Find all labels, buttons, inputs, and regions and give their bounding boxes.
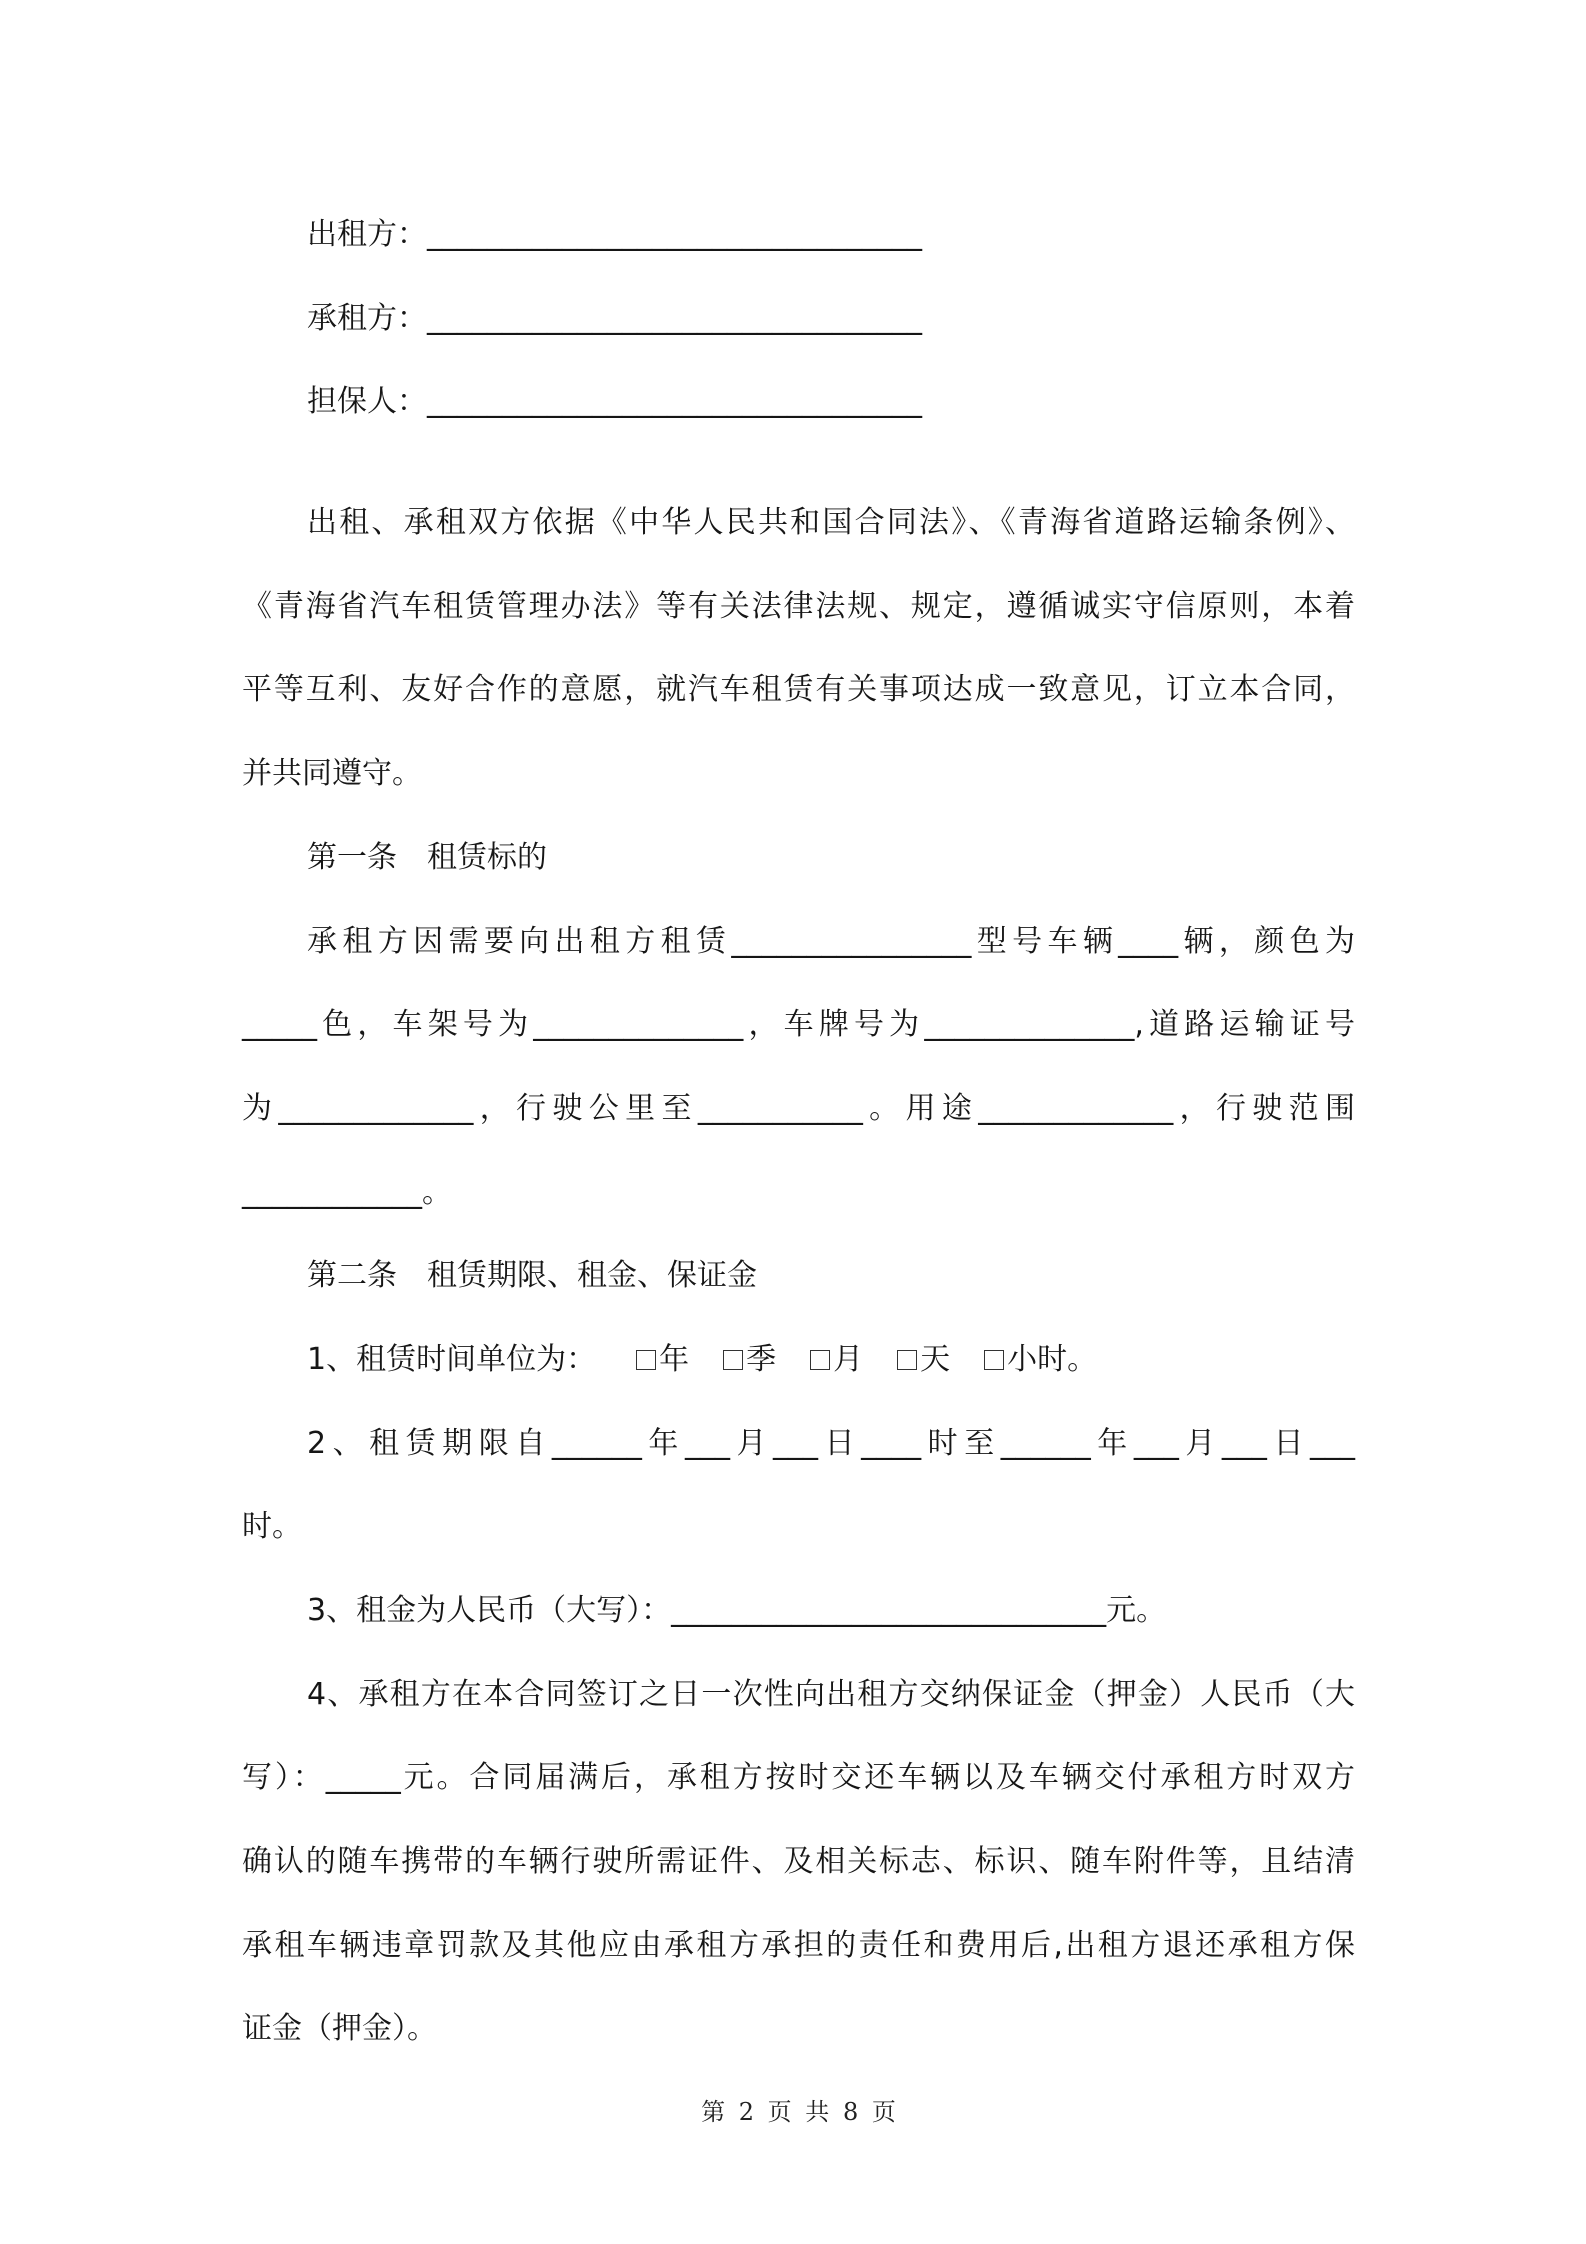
option-label: 月	[833, 1341, 864, 1377]
checkbox-icon	[636, 1350, 656, 1370]
party-blank: _________________________________	[427, 384, 922, 420]
option-month	[810, 1318, 863, 1402]
party-label: 担保人：	[307, 384, 427, 420]
party-line-guarantor	[242, 360, 1355, 444]
clause-rental-time-unit	[242, 1318, 1355, 1402]
clause-deposit-line: 4、承租方在本合同签订之日一次性向出租方交纳保证金（押金）人民币（大	[307, 1676, 1355, 1712]
party-label: 出租方：	[307, 217, 427, 252]
option-label: 天	[920, 1341, 951, 1377]
article-1-heading: 第一条 租赁标的	[307, 839, 547, 875]
preamble-line: 出租、承租双方依据《中华人民共和国合同法》、《青海省道路运输条例》、	[307, 505, 1355, 541]
checkbox-icon	[810, 1350, 830, 1370]
article-1-line: ____________。	[242, 1174, 452, 1210]
preamble-line: 平等互利、友好合作的意愿，就汽车租赁有关事项达成一致意见，订立本合同，	[242, 672, 1355, 708]
option-label: 季	[746, 1341, 777, 1377]
article-2-heading: 第二条 租赁期限、租金、保证金	[307, 1258, 757, 1294]
option-season	[723, 1318, 776, 1402]
party-line-lessee	[242, 277, 1355, 361]
checkbox-icon	[897, 1350, 917, 1370]
option-label: 小时	[1007, 1341, 1068, 1377]
party-label: 承租方：	[307, 300, 427, 336]
option-label: 年	[659, 1341, 690, 1377]
clause-rental-period-line: 2、租赁期限自______年___月___日____时至______年___月___日___	[307, 1425, 1355, 1461]
contract-page	[242, 193, 1355, 2071]
option-year	[636, 1318, 689, 1402]
clause-deposit-line: 确认的随车携带的车辆行驶所需证件、及相关标志、标识、随车附件等，且结清	[242, 1844, 1355, 1880]
clause-deposit-line: 证金（押金）。	[242, 2011, 437, 2047]
article-1-line: 为_____________，行驶公里至___________。用途_____________，行驶范围	[242, 1090, 1355, 1126]
preamble-line: 《青海省汽车租赁管理办法》等有关法律法规、规定，遵循诚实守信原则，本着	[242, 588, 1355, 624]
option-day	[897, 1318, 950, 1402]
clause-rent-amount: 3、租金为人民币（大写）：_____________________________元。	[307, 1593, 1167, 1628]
option-hour	[984, 1318, 1067, 1402]
party-blank: _________________________________	[427, 217, 922, 252]
clause-end-punctuation: 。	[1067, 1341, 1098, 1377]
article-1-line: 承租方因需要向出租方租赁________________型号车辆____辆，颜色为	[307, 923, 1355, 959]
clause-deposit-line: 写）：_____元。合同届满后，承租方按时交还车辆以及车辆交付承租方时双方	[242, 1760, 1355, 1796]
clause-rental-period-line: 时。	[242, 1509, 302, 1545]
clause-text: 1、租赁时间单位为：	[307, 1341, 597, 1377]
checkbox-icon	[984, 1350, 1004, 1370]
preamble-line: 并共同遵守。	[242, 756, 422, 792]
article-1-line: _____色，车架号为______________，车牌号为______________,道路运输证号	[242, 1007, 1355, 1043]
clause-deposit-line: 承租车辆违章罚款及其他应由承租方承担的责任和费用后,出租方退还承租方保	[242, 1927, 1355, 1963]
checkbox-icon	[723, 1350, 743, 1370]
party-blank: _________________________________	[427, 300, 922, 336]
page-footer: 第 2 页 共 8 页	[701, 2098, 899, 2126]
party-line-lessor	[242, 193, 1355, 277]
